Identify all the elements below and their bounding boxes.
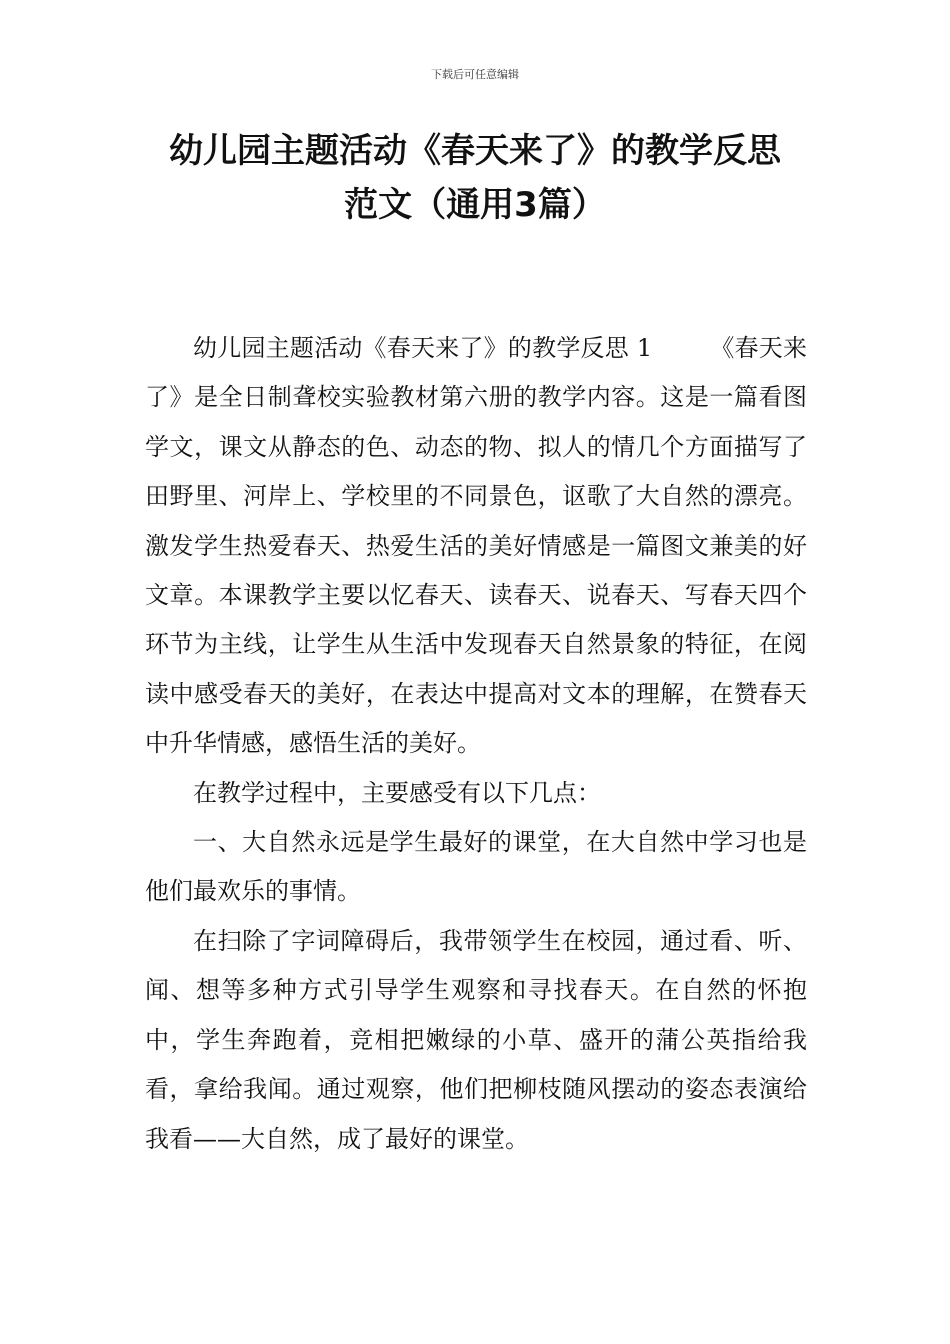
title-line-1: 幼儿园主题活动《春天来了》的教学反思	[169, 131, 781, 171]
paragraph-1-text: 《春天来了》是全日制聋校实验教材第六册的教学内容。这是一篇看图学文，课文从静态的色、动态的物、拟人的情几个方面描写了田野里、河岸上、学校里的不同景色，讴歌了大自然的漂亮。激发学生热爱春天、热爱生活的美好情感是一篇图文兼美的好文章。本课教学主要以忆春天、读春天、说春天、写春天四个环节为主线，让学生从生活中发现春天自然景象的特征，在阅读中感受春天的美好，在表达中提高对文本的理解，在赞春天中升华情感，感悟生活的美好。	[145, 334, 807, 758]
document-title	[120, 124, 830, 232]
header-note: 下载后可任意编辑	[431, 68, 519, 81]
paragraph-2: 在教学过程中，主要感受有以下几点：	[193, 778, 601, 807]
document-body	[145, 324, 807, 1164]
paragraph-1	[145, 324, 807, 769]
title-line-2: 范文（通用3篇）	[344, 185, 606, 225]
paragraph-4: 在扫除了字词障碍后，我带领学生在校园，通过看、听、闻、想等多种方式引导学生观察和寻找春天。在自然的怀抱中，学生奔跑着，竞相把嫩绿的小草、盛开的蒲公英指给我看，拿给我闻。通过观察，他们把柳枝随风摆动的姿态表演给我看——大自然，成了最好的课堂。	[145, 926, 807, 1153]
paragraph-3: 一、大自然永远是学生最好的课堂，在大自然中学习也是他们最欢乐的事情。	[145, 828, 807, 906]
section-heading: 幼儿园主题活动《春天来了》的教学反思 1	[193, 334, 653, 362]
